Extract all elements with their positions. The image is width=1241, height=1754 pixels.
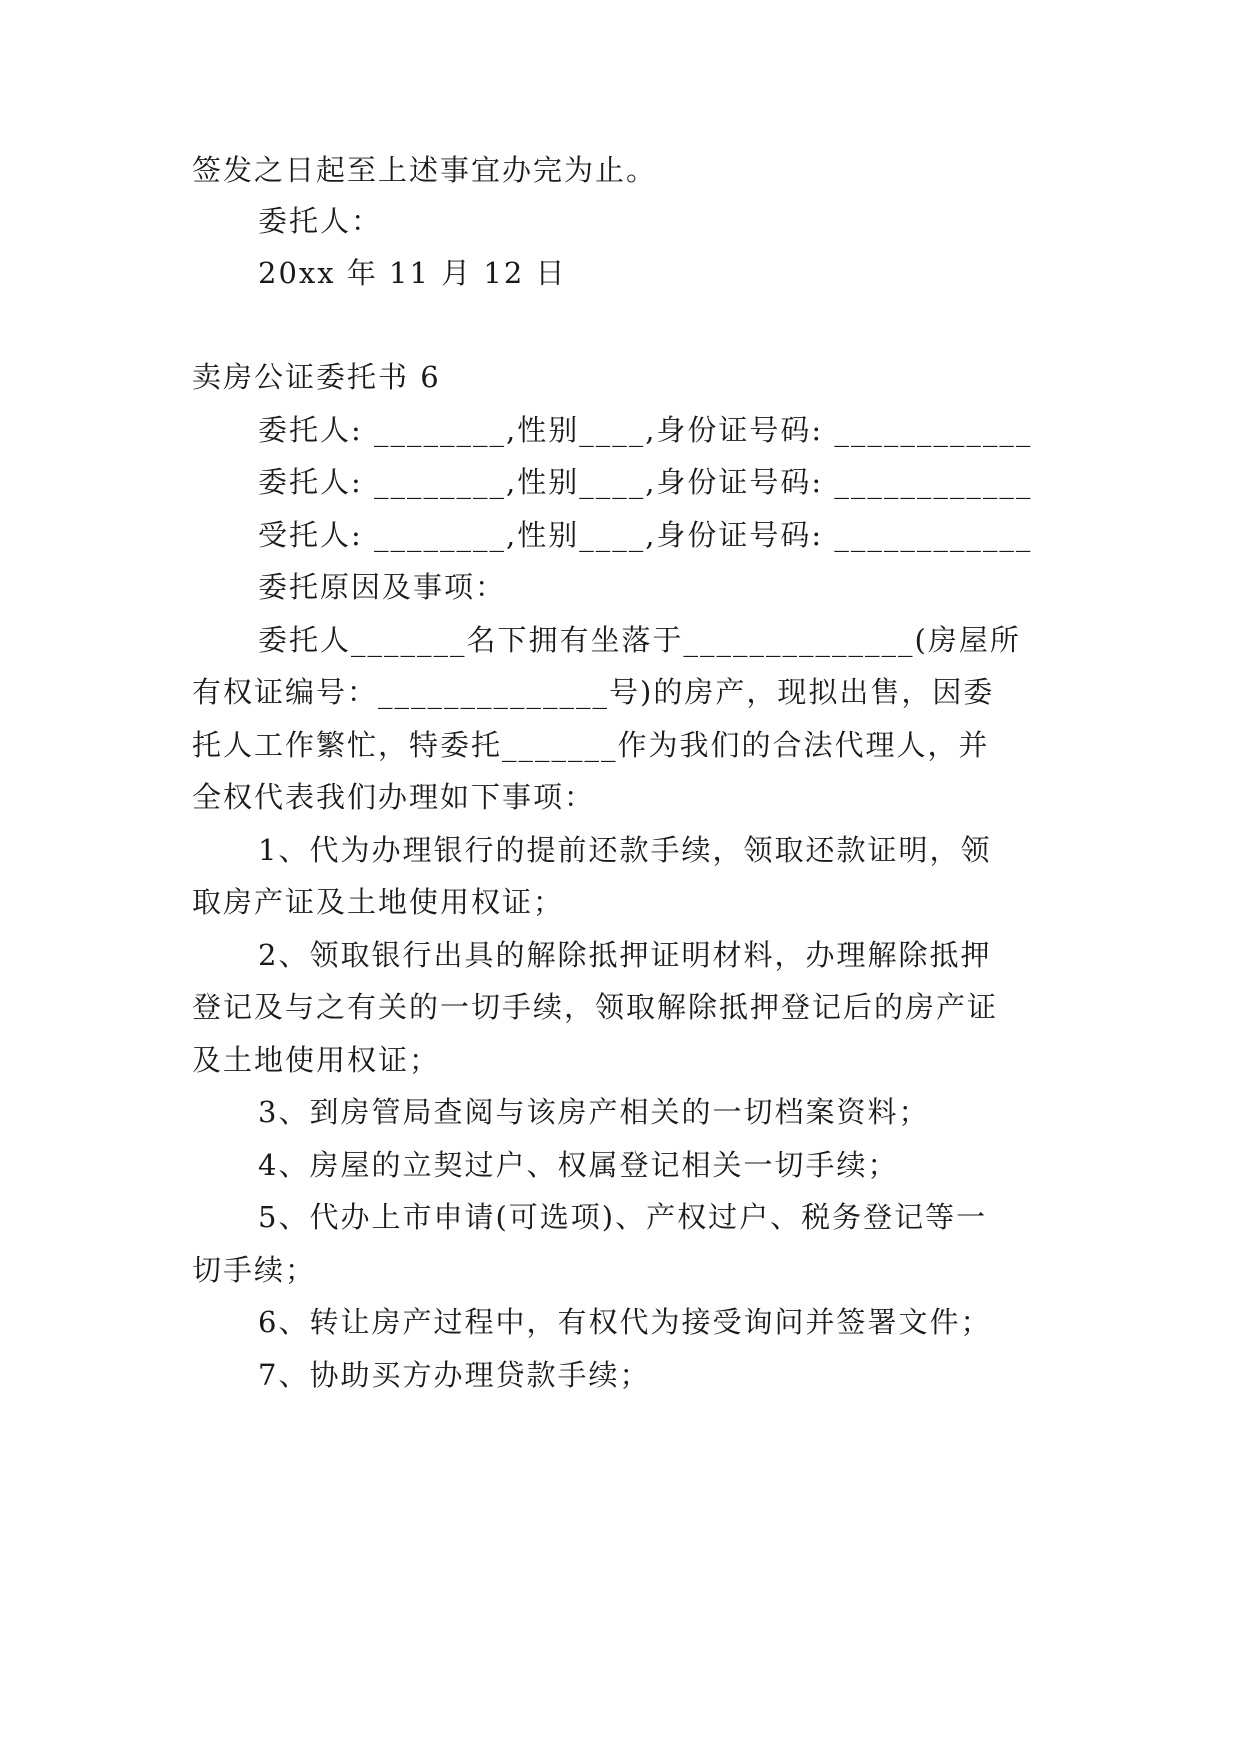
list-item: 4、房屋的立契过户、权属登记相关一切手续；	[258, 1148, 899, 1182]
list-item-continuation: 切手续；	[192, 1253, 317, 1287]
section-title: 卖房公证委托书 6	[192, 360, 441, 394]
heading-line: 委托原因及事项：	[258, 570, 507, 604]
list-item-continuation: 登记及与之有关的一切手续，领取解除抵押登记后的房产证	[192, 990, 999, 1024]
paragraph-line: 全权代表我们办理如下事项：	[192, 780, 596, 814]
party-line: 委托人: ________,性别____,身份证号码: ____________	[258, 413, 1033, 447]
party-line: 受托人: ________,性别____,身份证号码: ____________	[258, 518, 1033, 552]
signature-label: 委托人：	[258, 204, 383, 238]
list-item: 7、协助买方办理贷款手续；	[258, 1358, 651, 1392]
date-line: 20xx 年 11 月 12 日	[258, 256, 567, 290]
list-item: 2、领取银行出具的解除抵押证明材料，办理解除抵押	[258, 938, 992, 972]
list-item: 6、转让房产过程中，有权代为接受询问并签署文件；	[258, 1305, 992, 1339]
paragraph-line: 委托人_______名下拥有坐落于______________(房屋所	[258, 623, 1021, 657]
list-item-continuation: 及土地使用权证；	[192, 1043, 441, 1077]
list-item-continuation: 取房产证及土地使用权证；	[192, 885, 565, 919]
list-item: 3、到房管局查阅与该房产相关的一切档案资料；	[258, 1095, 930, 1129]
list-item: 5、代办上市申请(可选项)、产权过户、税务登记等一	[258, 1200, 988, 1234]
list-item: 1、代为办理银行的提前还款手续，领取还款证明，领	[258, 833, 992, 867]
paragraph-line: 托人工作繁忙，特委托_______作为我们的合法代理人，并	[192, 728, 990, 762]
party-line: 委托人: ________,性别____,身份证号码: ____________	[258, 465, 1033, 499]
paragraph-line: 签发之日起至上述事宜办完为止。	[192, 153, 658, 187]
paragraph-line: 有权证编号：______________号)的房产，现拟出售，因委	[192, 675, 995, 709]
